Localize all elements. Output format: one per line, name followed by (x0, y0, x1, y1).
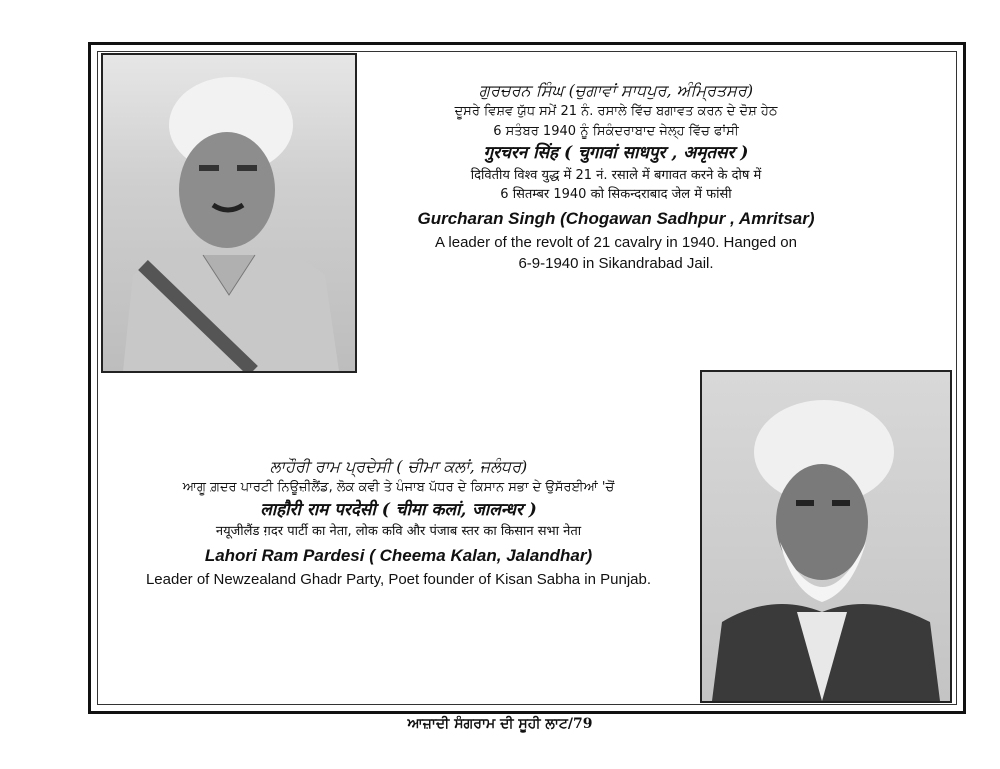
punjabi-desc-line: ਆਗੂ ਗ਼ਦਰ ਪਾਰਟੀ ਨਿਊਜ਼ੀਲੈਂਡ, ਲੋਕ ਕਵੀ ਤੇ ਪੰਜਾਬ ਪੱਧਰ ਦੇ ਕਿਸਾਨ ਸਭਾ ਦੇ ਉਸੱਰਈਆਂ 'ਚੋਂ (182, 480, 615, 496)
punjabi-name: ਗੁਰਚਰਨ ਸਿੰਘ (ਚੁਗਾਵਾਂ ਸਾਧਪੁਰ, ਅੰਮ੍ਰਿਤਸਰ) (478, 81, 754, 100)
page-border (88, 42, 966, 714)
page-footer: ਆਜ਼ਾਦੀ ਸੰਗਰਾਮ ਦੀ ਸੂਹੀ ਲਾਟ/79 (407, 716, 593, 732)
english-name: Gurcharan Singh (Chogawan Sadhpur , Amritsar) (417, 208, 815, 228)
english-name: Lahori Ram Pardesi ( Cheema Kalan, Jalandhar) (204, 545, 593, 565)
hindi-name: लाहौरी राम परदेसी ( चीमा कलां, जालन्धर ) (260, 499, 537, 520)
entry-gurcharan-singh (361, 81, 871, 274)
hindi-desc-line: दिवितीय विश्व युद्ध में 21 नं. रसाले में बगावत करने के दोष में (470, 167, 762, 183)
portrait-lahori-ram-pardesi (700, 370, 952, 703)
english-desc-line: 6-9-1940 in Sikandrabad Jail. (518, 254, 714, 272)
hindi-name: गुरचरन सिंह ( चुगावां साधपुर , अमृतसर ) (483, 143, 749, 164)
punjabi-name: ਲਾਹੌਰੀ ਰਾਮ ਪ੍ਰਦੇਸੀ ( ਚੀਮਾ ਕਲਾਂ, ਜਲੰਧਰ) (269, 457, 528, 476)
punjabi-desc-line: 6 ਸਤੰਬਰ 1940 ਨੂੰ ਸਿਕੰਦਰਾਬਾਦ ਜੇਲ੍ਹ ਵਿੱਚ ਫਾਂਸੀ (493, 123, 739, 139)
portrait-gurcharan-singh (101, 53, 357, 373)
hindi-desc-line: नयूजीलैंड ग़दर पार्टी का नेता, लोक कवि और पंजाब स्तर का किसान सभा नेता (215, 524, 582, 540)
punjabi-desc-line: ਦੂਸਰੇ ਵਿਸ਼ਵ ਯੁੱਧ ਸਮੇਂ 21 ਨੰ. ਰਸਾਲੇ ਵਿੱਚ ਬਗਾਵਤ ਕਰਨ ਦੇ ਦੋਸ਼ ਹੇਠ (454, 104, 778, 120)
hindi-desc-line: 6 सितम्बर 1940 को सिकन्दराबाद जेल में फांसी (500, 187, 732, 203)
english-desc-line: A leader of the revolt of 21 cavalry in 1940. Hanged on (435, 234, 797, 252)
english-desc-line: Leader of Newzealand Ghadr Party, Poet founder of Kisan Sabha in Punjab. (145, 571, 652, 589)
entry-lahori-ram-pardesi (111, 457, 686, 590)
